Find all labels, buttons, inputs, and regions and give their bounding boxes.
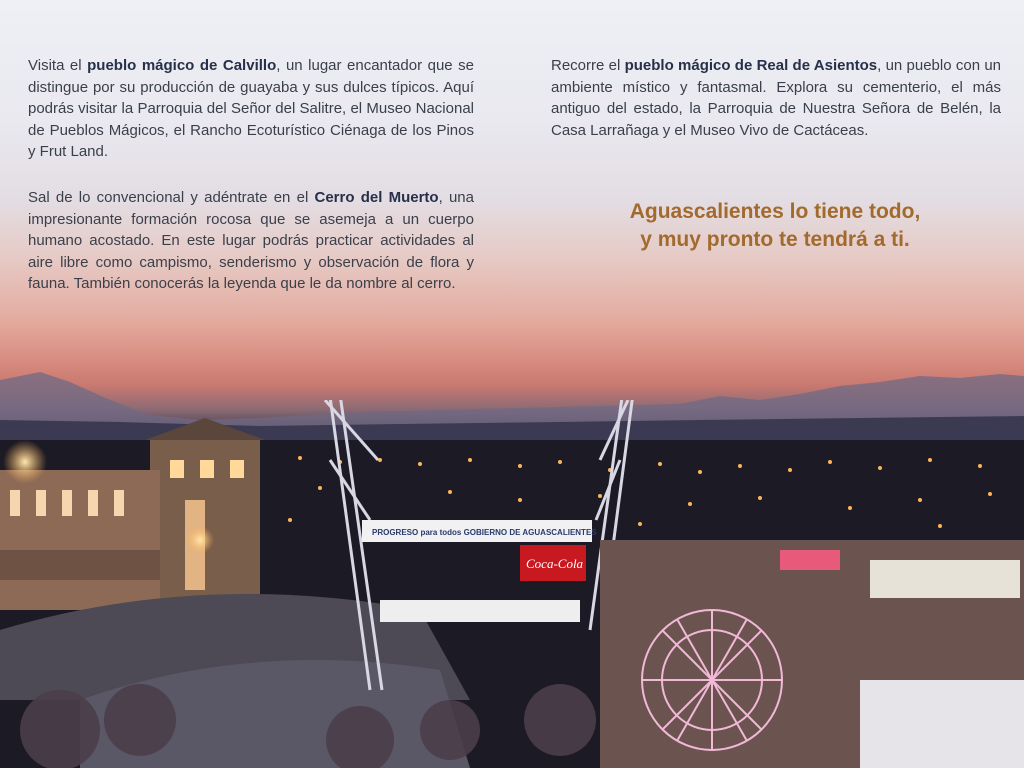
ferris-wheel (642, 610, 782, 750)
calvillo-text-intro: Visita el (28, 57, 88, 74)
asientos-text-intro: Recorre el (551, 57, 625, 74)
arcade-building (0, 470, 160, 610)
night-city-photo (0, 400, 1024, 768)
asientos-highlight: pueblo mágico de Real de Asientos (624, 57, 878, 74)
asientos-text-body: , un pueblo con un ambiente místico y fantasmal. Explora su cementerio, el más antiguo del estado, la Parroquia de Nuestra Señora de Belén, la Casa Larrañaga y el Museo Vivo de Cactáceas. (551, 57, 1001, 139)
coca-cola-sign: Coca-Cola (526, 556, 584, 571)
cerro-text-intro: Sal de lo convencional y adéntrate en el (28, 189, 315, 206)
cerro-del-muerto-paragraph (28, 187, 474, 295)
calvillo-highlight: pueblo mágico de Calvillo (87, 57, 277, 74)
calvillo-text-body: , un lugar encantador que se distingue por su producción de guayaba y sus dulces típicos. Aquí podrás visitar la Parroquia del Señor del Salitre, el Museo Nacional de Pueblos Mágicos, el Rancho Ecoturístico Ciénaga de los Pinos y Frut Land. (28, 57, 474, 161)
cerro-highlight: Cerro del Muerto (314, 189, 439, 206)
real-de-asientos-paragraph (551, 55, 1001, 141)
calvillo-paragraph (28, 55, 474, 163)
tagline (600, 198, 950, 254)
banner-text: PROGRESO para todos GOBIERNO DE AGUASCALIENTES (372, 528, 597, 537)
tagline-line-1: Aguascalientes lo tiene todo, (629, 200, 921, 223)
cerro-text-body: , una impresionante formación rocosa que se asemeja a un cuerpo humano acostado. En este lugar podrás practicar actividades al aire libre como campismo, senderismo y observación de flora y fauna. También conocerás la leyenda que le da nombre al cerro. (28, 189, 474, 293)
tagline-line-2: y muy pronto te tendrá a ti. (640, 228, 910, 251)
